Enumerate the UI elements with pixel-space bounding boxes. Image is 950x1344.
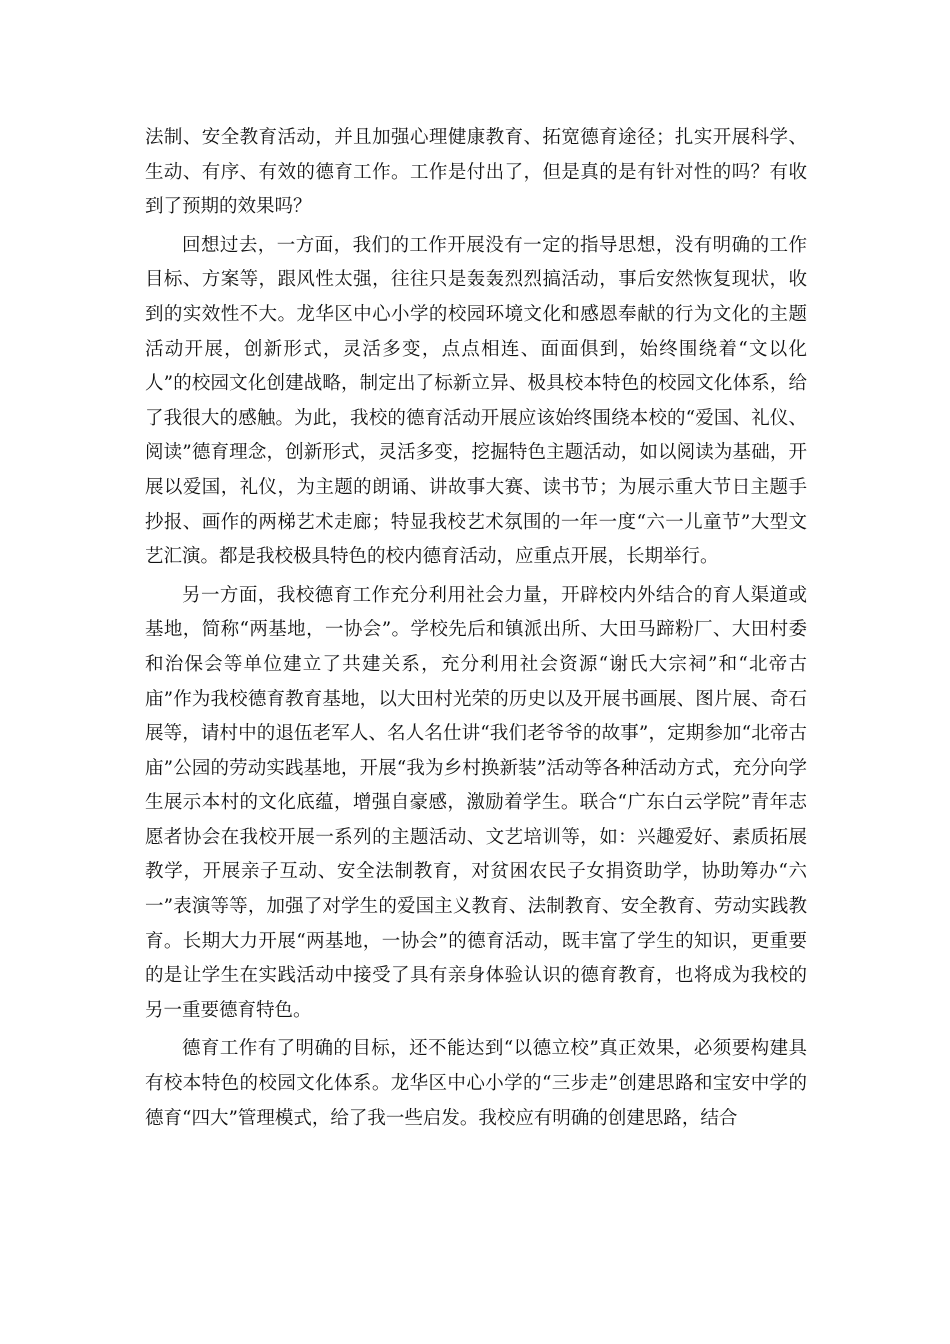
document-body [145, 121, 807, 1136]
paragraph-social-resources: 另一方面，我校德育工作充分利用社会力量，开辟校内外结合的育人渠道或基地，简称“两基地，一协会”。学校先后和镇派出所、大田马蹄粉厂、大田村委和治保会等单位建立了共建关系，充分利用社会资源“谢氏大宗祠”和“北帝古庙”作为我校德育教育基地，以大田村光荣的历史以及开展书画展、图片展、奇石展等，请村中的退伍老军人、名人名仕讲“我们老爷爷的故事”，定期参加“北帝古庙”公园的劳动实践基地，开展“我为乡村换新装”活动等各种活动方式，充分向学生展示本村的文化底蕴，增强自豪感，激励着学生。联合“广东白云学院”青年志愿者协会在我校开展一系列的主题活动、文艺培训等，如：兴趣爱好、素质拓展教学，开展亲子互动、安全法制教育，对贫困农民子女捐资助学，协助筹办“六一”表演等等，加强了对学生的爱国主义教育、法制教育、安全教育、劳动实践教育。长期大力开展“两基地，一协会”的德育活动，既丰富了学生的知识，更重要的是让学生在实践活动中接受了具有亲身体验认识的德育教育，也将成为我校的另一重要德育特色。 [145, 584, 807, 1021]
paragraph-campus-culture: 德育工作有了明确的目标，还不能达到“以德立校”真正效果，必须要构建具有校本特色的校园文化体系。龙华区中心小学的“三步走”创建思路和宝安中学的德育“四大”管理模式，给了我一些启发。我校应有明确的创建思路，结合 [145, 1038, 807, 1129]
paragraph-continuation: 法制、安全教育活动，并且加强心理健康教育、拓宽德育途径；扎实开展科学、生动、有序、有效的德育工作。工作是付出了，但是真的是有针对性的吗？有收到了预期的效果吗？ [145, 127, 807, 218]
paragraph-review-past: 回想过去，一方面，我们的工作开展没有一定的指导思想，没有明确的工作目标、方案等，跟风性太强，往往只是轰轰烈烈搞活动，事后安然恢复现状，收到的实效性不大。龙华区中心小学的校园环境文化和感恩奉献的行为文化的主题活动开展，创新形式，灵活多变，点点相连、面面俱到，始终围绕着“文以化人”的校园文化创建战略，制定出了标新立异、极具校本特色的校园文化体系，给了我很大的感触。为此，我校的德育活动开展应该始终围绕本校的“爱国、礼仪、阅读”德育理念，创新形式，灵活多变，挖掘特色主题活动，如以阅读为基础，开展以爱国，礼仪，为主题的朗诵、讲故事大赛、读书节；为展示重大节日主题手抄报、画作的两梯艺术走廊；特显我校艺术氛围的一年一度“六一儿童节”大型文艺汇演。都是我校极具特色的校内德育活动，应重点开展，长期举行。 [145, 234, 807, 568]
